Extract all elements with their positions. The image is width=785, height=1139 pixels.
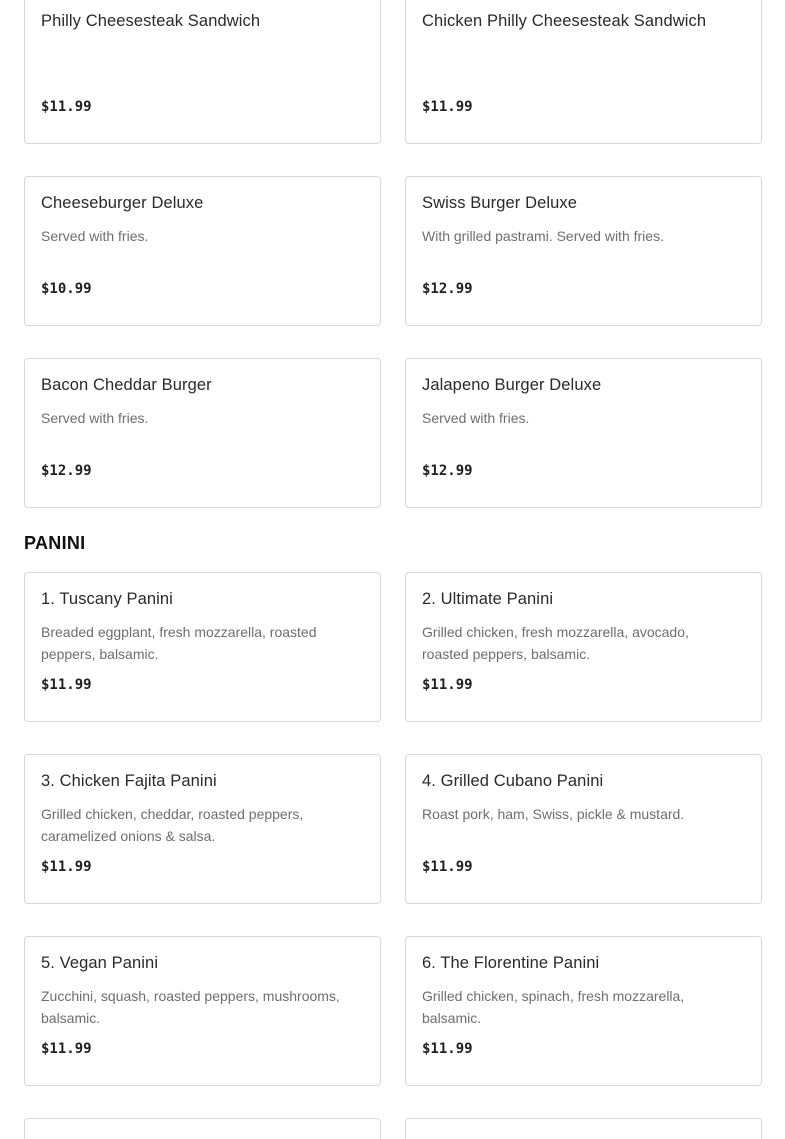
- menu-item-description: Served with fries.: [41, 228, 149, 244]
- menu-item-description: Grilled chicken, spinach, fresh mozzarella, balsamic.: [422, 988, 685, 1026]
- menu-item-card[interactable]: [405, 176, 762, 326]
- menu-item-description: Breaded eggplant, fresh mozzarella, roasted peppers, balsamic.: [41, 624, 317, 662]
- menu-item-description: Grilled chicken, cheddar, roasted peppers, caramelized onions & salsa.: [41, 806, 304, 844]
- section-title-panini: PANINI: [24, 533, 86, 553]
- menu-item-card[interactable]: [24, 358, 381, 508]
- menu-item-name: Bacon Cheddar Burger: [41, 376, 212, 394]
- menu-item-name: Philly Cheesesteak Sandwich: [41, 12, 261, 30]
- menu-item-price: $10.99: [41, 281, 92, 297]
- menu-item-name: 4. Grilled Cubano Panini: [422, 772, 604, 790]
- menu-item-name: Chicken Philly Cheesesteak Sandwich: [422, 12, 707, 30]
- menu-item-price: $11.99: [41, 99, 92, 115]
- menu-item-name: 3. Chicken Fajita Panini: [41, 772, 217, 790]
- menu-item-card[interactable]: [24, 754, 381, 904]
- menu-item-name: Swiss Burger Deluxe: [422, 194, 578, 212]
- menu-item-description: Served with fries.: [422, 410, 530, 426]
- menu-item-card[interactable]: [24, 936, 381, 1086]
- menu-item-card[interactable]: [405, 754, 762, 904]
- menu-item-price: $11.99: [422, 859, 473, 875]
- menu-item-price: $12.99: [422, 281, 473, 297]
- menu-item-price: $11.99: [422, 677, 473, 693]
- menu-item-name: 2. Ultimate Panini: [422, 590, 554, 608]
- menu-item-card[interactable]: [405, 0, 762, 144]
- menu-item-price: $11.99: [422, 99, 473, 115]
- menu-item-name: 6. The Florentine Panini: [422, 954, 600, 972]
- menu-item-card[interactable]: [24, 572, 381, 722]
- menu-item-price: $11.99: [41, 677, 92, 693]
- menu-item-description: Grilled chicken, fresh mozzarella, avocado, roasted peppers, balsamic.: [422, 624, 689, 662]
- menu-item-card[interactable]: [405, 572, 762, 722]
- menu-item-name: Jalapeno Burger Deluxe: [422, 376, 602, 394]
- menu-item-card[interactable]: [24, 0, 381, 144]
- menu-item-price: $12.99: [41, 463, 92, 479]
- menu-item-description: With grilled pastrami. Served with fries.: [422, 228, 664, 244]
- menu-item-card[interactable]: [24, 176, 381, 326]
- menu-item-price: $11.99: [41, 1041, 92, 1057]
- menu-item-name: Cheeseburger Deluxe: [41, 194, 204, 212]
- menu-item-description: Roast pork, ham, Swiss, pickle & mustard.: [422, 806, 685, 822]
- menu-item-card[interactable]: [405, 1118, 762, 1139]
- menu-item-price: $11.99: [41, 859, 92, 875]
- menu-item-card[interactable]: [24, 1118, 381, 1139]
- menu-item-card[interactable]: [405, 358, 762, 508]
- menu-item-description: Served with fries.: [41, 410, 149, 426]
- menu-item-description: Zucchini, squash, roasted peppers, mushrooms, balsamic.: [41, 988, 340, 1026]
- menu-item-name: 1. Tuscany Panini: [41, 590, 173, 608]
- menu-item-price: $12.99: [422, 463, 473, 479]
- menu-item-price: $11.99: [422, 1041, 473, 1057]
- menu-item-card[interactable]: [405, 936, 762, 1086]
- menu-item-name: 5. Vegan Panini: [41, 954, 159, 972]
